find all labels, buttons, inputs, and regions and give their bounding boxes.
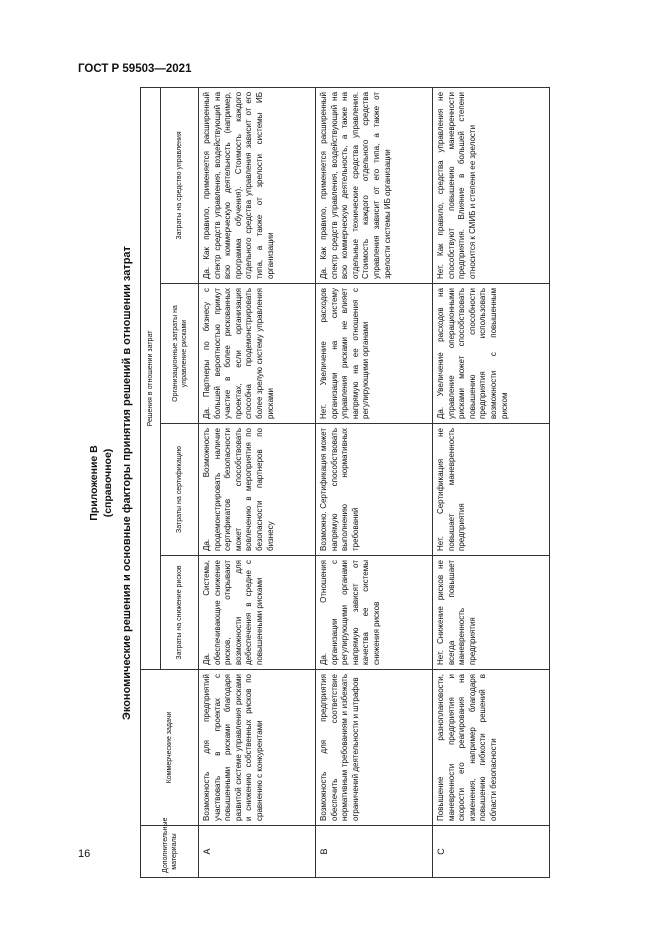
appendix-title: Приложение В <box>88 445 100 521</box>
page-number: 16 <box>78 848 91 860</box>
header-cost-decisions: Решения в отношении затрат <box>141 87 161 669</box>
cell-task: Возможность для предприятия обеспечить соответствие нормативным требованиям и избежать ограничений деятельности и штрафов <box>319 674 360 821</box>
cell-certification: Возможно. Сертификация может напрямую способствовать выполнению нормативных требований <box>319 428 360 551</box>
cell-task: Повышение разноплановости, маневренности предприятия и скорости его реагирования на изменения, например благодаря повышению гибкости решений в области безопасности <box>436 674 498 821</box>
header-id: Дополнительные материалы <box>141 826 199 878</box>
appendix-subtitle: (справочное) <box>102 448 114 518</box>
cell-control-costs: Нет. Как правило, средства управления не способствуют повышению маневренности предприятия. Влияние в большей степени относится к СМИБ и степени ее зрелости <box>436 91 477 279</box>
decision-factors-table <box>140 87 550 878</box>
cell-risk-reduction: Да. Системы, обеспечивающие снижение рисков, открывают возможности для дебеспечения в средне с повышенными рисками <box>202 560 264 665</box>
row-id: А <box>199 826 316 878</box>
header-risk-reduction: Затраты на снижение рисков <box>161 556 199 670</box>
cell-risk-reduction: Нет. Снижение рисков не всегда повышает маневренность предприятия <box>436 560 477 665</box>
header-org-costs: Организационные затраты на управление рисками <box>161 284 199 424</box>
table-row <box>316 87 433 877</box>
header-tasks: Коммерческие задачи <box>141 670 199 826</box>
cell-certification: Нет. Сертификация не повышает маневренность предприятия <box>436 428 467 551</box>
cell-certification: Да. Возможность продемонстрировать наличие сертификатов безопасности может способствовать вовлечению в мероприятия по безопасности партнеров по бизнесу <box>202 428 275 551</box>
row-id: В <box>316 826 433 878</box>
cell-task: Возможность для предприятий участвовать в проектах с повышенными рисками благодаря развитой системе управления рисками и снижению собственных рисков по сравнению с конкурентами <box>202 674 264 821</box>
header-control-costs: Затраты на средство управления <box>161 87 199 283</box>
cell-org-costs: Нет. Увеличение расходов организации на систему управления рисками не влияет напрямую на ее отношения с регулирующими органами <box>319 288 371 419</box>
rotated-landscape-content <box>88 88 558 878</box>
table-row <box>433 87 550 877</box>
table-title: Экономические решения и основные факторы принятия решений в отношении затрат <box>121 246 133 720</box>
cell-org-costs: Да. Увеличение расходов на управление операционными рисками может способствовать повышению способности предприятия использовать возможности с повышенным риском <box>436 288 509 419</box>
cell-org-costs: Да. Партнеры по бизнесу с большей вероятностью примут участие в более рискованных проектах, если организация способна продемонстрировать более зрелую систему управления рисками <box>202 288 275 419</box>
cell-risk-reduction: Да. Отношения организации с регулирующими органами напрямую зависят от качества ее системы снижения рисков <box>319 560 381 665</box>
cell-control-costs: Да. Как правило, применяется расширенный спектр средств управления, воздействующий на всю коммерческую деятельность (например, программа обучения). Стоимость каждого отдельного средства управления зависит от его типа, а также от зрелости системы ИБ организации <box>202 91 275 279</box>
row-id: С <box>433 826 550 878</box>
table-row <box>199 87 316 877</box>
standard-header: ГОСТ Р 59503—2021 <box>78 63 192 75</box>
table-header-row <box>141 87 161 877</box>
cell-control-costs: Да. Как правило, применяется расширенный спектр средств управления, воздействующий на всю коммерческую деятельность, а также на отдельные технические средства управления. Стоимость каждого отдельного средства управления зависит от его типа, а также от зрелости системы ИБ организации <box>319 91 392 279</box>
header-certification: Затраты на сертификацию <box>161 424 199 556</box>
